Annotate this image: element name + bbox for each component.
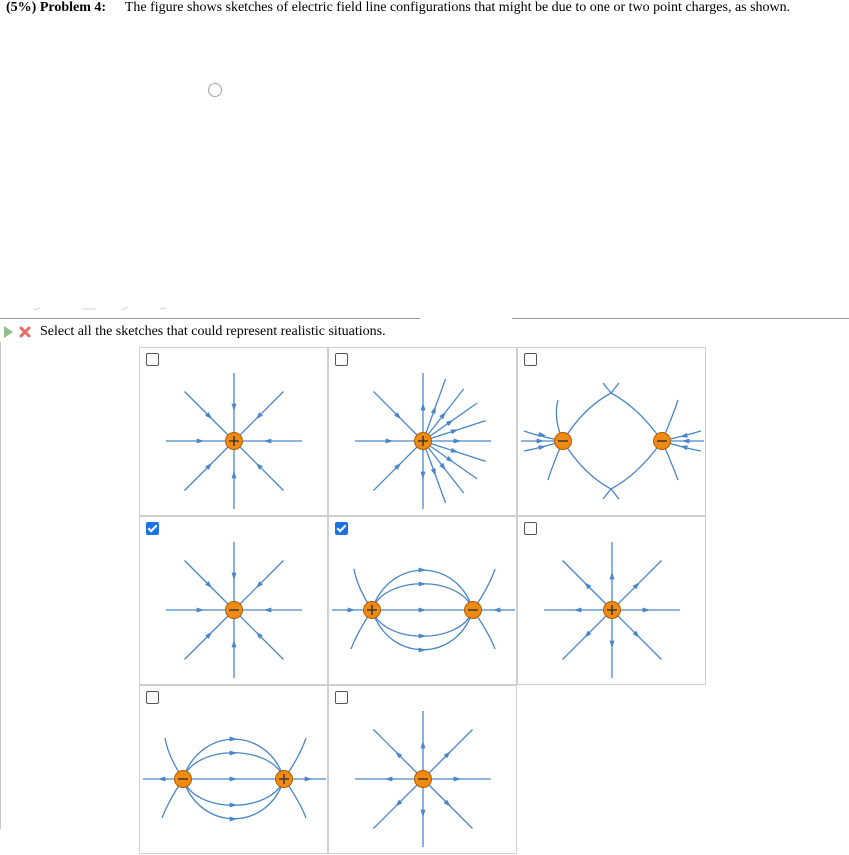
field-arrow — [230, 802, 238, 807]
field-arrow — [446, 456, 454, 462]
loading-circle-icon — [208, 83, 222, 97]
field-line — [183, 739, 284, 779]
field-arrow — [419, 607, 427, 612]
field-arrow — [609, 572, 614, 580]
field-line — [603, 489, 619, 499]
field-arrow — [230, 750, 238, 755]
field-arrow — [420, 741, 425, 749]
field-arrow — [197, 438, 205, 443]
problem-points: (5%) — [6, 0, 37, 15]
sketch-option-2[interactable] — [328, 347, 517, 516]
field-arrow — [454, 438, 462, 443]
field-arrow — [231, 573, 236, 581]
field-line — [183, 753, 284, 779]
field-arrow — [682, 438, 690, 443]
field-arrow — [419, 581, 427, 586]
field-arrow — [230, 736, 238, 741]
field-sketch-single-positive-inward — [140, 348, 329, 517]
sketch-option-6[interactable] — [517, 516, 706, 685]
field-arrow — [231, 404, 236, 412]
field-line — [183, 779, 284, 819]
field-sketch-dipole-minus-plus — [140, 686, 329, 855]
field-arrow — [158, 776, 166, 781]
field-line — [372, 610, 473, 650]
field-arrow — [454, 776, 462, 781]
problem-header — [6, 0, 790, 16]
field-line — [563, 441, 662, 489]
problem-text: The figure shows sketches of electric field line configurations that might be due to one or two point charges, as shown. — [124, 0, 791, 15]
field-arrow — [230, 776, 238, 781]
field-arrow — [538, 432, 546, 437]
part-left-border — [0, 342, 1, 829]
field-arrow — [420, 810, 425, 818]
field-sketch-single-positive-uneven — [329, 348, 518, 517]
field-line — [372, 584, 473, 610]
x-icon — [19, 326, 31, 338]
field-arrow — [537, 438, 545, 443]
field-arrow — [446, 420, 454, 426]
field-arrow — [420, 403, 425, 411]
play-icon[interactable] — [4, 326, 13, 338]
field-line — [563, 393, 662, 441]
field-sketch-single-negative-outward — [329, 686, 518, 855]
field-arrow — [420, 472, 425, 480]
field-arrow — [197, 607, 205, 612]
problem-label: Problem 4: — [39, 0, 107, 15]
field-arrow — [431, 468, 436, 476]
field-arrow — [385, 776, 393, 781]
sketch-option-1[interactable] — [139, 347, 328, 516]
field-sketch-two-negative-repel — [518, 348, 707, 517]
field-arrow — [348, 607, 356, 612]
field-arrow — [450, 429, 458, 434]
field-sketch-dipole-plus-minus — [329, 517, 518, 686]
field-sketch-single-negative-inward — [140, 517, 329, 686]
field-arrow — [264, 438, 272, 443]
field-line — [183, 779, 284, 805]
sketch-option-4[interactable] — [139, 516, 328, 685]
field-arrow — [609, 641, 614, 649]
field-arrow — [431, 406, 436, 414]
field-line — [603, 383, 619, 393]
part-header — [4, 322, 386, 342]
faint-mark-decoration — [0, 300, 849, 320]
field-arrow — [419, 633, 427, 638]
field-arrow — [230, 816, 238, 821]
field-line — [372, 570, 473, 610]
field-arrow — [231, 640, 236, 648]
field-arrow — [493, 607, 501, 612]
field-arrow — [264, 607, 272, 612]
section-divider-right — [512, 318, 849, 319]
field-line — [372, 610, 473, 636]
field-arrow — [231, 471, 236, 479]
sketch-option-5[interactable] — [328, 516, 517, 685]
field-arrow — [419, 647, 427, 652]
field-arrow — [643, 607, 651, 612]
field-arrow — [419, 567, 427, 572]
field-arrow — [386, 438, 394, 443]
sketch-option-grid — [139, 347, 707, 829]
sketch-option-3[interactable] — [517, 347, 706, 516]
field-arrow — [574, 607, 582, 612]
part-instruction: Select all the sketches that could represent realistic situations. — [40, 324, 386, 339]
field-arrow — [450, 448, 458, 453]
field-sketch-single-positive-outward — [518, 517, 707, 686]
field-arrow — [305, 776, 313, 781]
section-divider-left — [0, 318, 420, 319]
